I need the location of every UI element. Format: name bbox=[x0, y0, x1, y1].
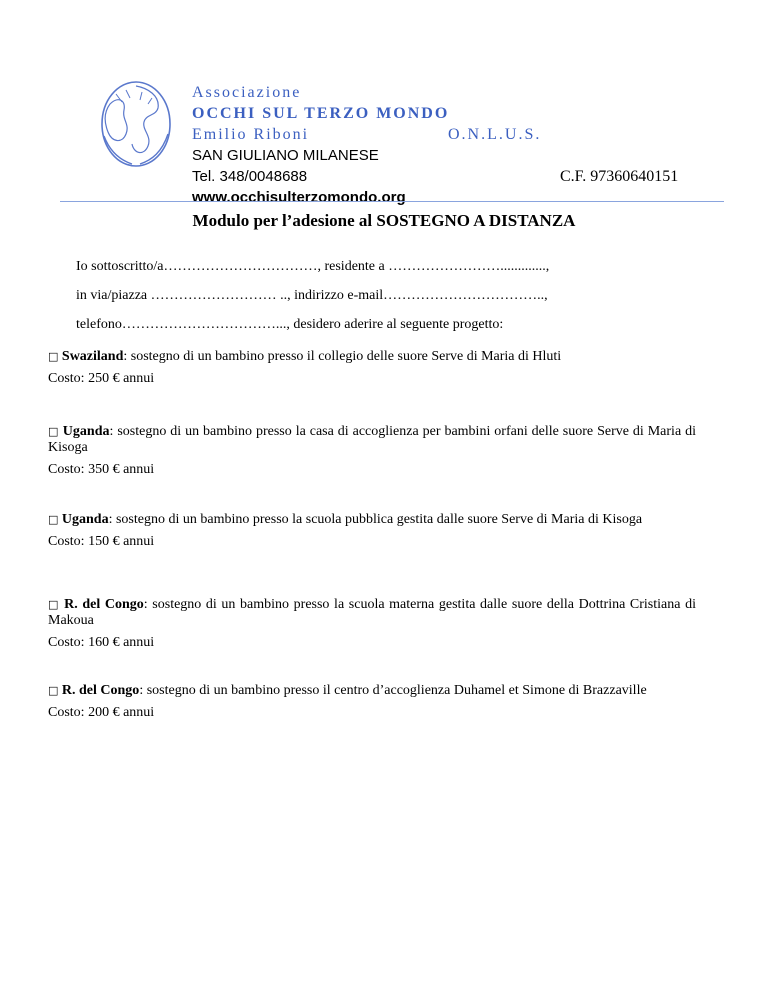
project-country: R. del Congo bbox=[64, 597, 144, 612]
project-description bbox=[48, 512, 696, 528]
letterhead bbox=[192, 82, 712, 208]
form-title: Modulo per l’adesione al SOSTEGNO A DISTANZA bbox=[192, 211, 576, 230]
globe-hands-icon bbox=[96, 74, 176, 174]
phone: Tel. 348/0048688 bbox=[192, 168, 308, 185]
website-link[interactable]: www.occhisulterzomondo.org bbox=[192, 189, 406, 206]
tax-code: C.F. 97360640151 bbox=[560, 168, 679, 185]
project-description bbox=[48, 597, 696, 629]
project-text: : sostegno di un bambino presso la casa di accoglienza per bambini orfani delle suore Serve di Maria di Kisoga bbox=[48, 424, 696, 455]
project-text: : sostegno di un bambino presso il collegio delle suore Serve di Maria di Hluti bbox=[123, 349, 562, 364]
project-country: Uganda bbox=[61, 512, 109, 527]
project-description bbox=[48, 424, 696, 456]
field-line-address-email[interactable]: in via/piazza ……………………… .., indirizzo e-mail…………………………….., bbox=[76, 288, 548, 303]
checkbox[interactable]: □ bbox=[48, 598, 60, 611]
project-option bbox=[48, 683, 696, 721]
city: SAN GIULIANO MILANESE bbox=[192, 147, 379, 164]
checkbox[interactable]: □ bbox=[48, 684, 59, 697]
project-option bbox=[48, 512, 696, 550]
association-logo bbox=[96, 74, 176, 174]
founder-name: Emilio Riboni bbox=[192, 126, 310, 143]
project-description bbox=[48, 349, 696, 365]
phone-line bbox=[192, 166, 712, 187]
project-description bbox=[48, 683, 696, 699]
project-cost: Costo: 150 € annui bbox=[48, 534, 155, 549]
project-country: R. del Congo bbox=[61, 683, 140, 698]
project-option bbox=[48, 349, 696, 387]
project-cost: Costo: 350 € annui bbox=[48, 462, 155, 477]
project-cost: Costo: 250 € annui bbox=[48, 371, 155, 386]
checkbox[interactable]: □ bbox=[48, 425, 59, 438]
project-option bbox=[48, 597, 696, 651]
legal-form: O.N.L.U.S. bbox=[448, 126, 542, 143]
project-country: Uganda bbox=[62, 424, 110, 439]
project-option bbox=[48, 424, 696, 478]
association-name: OCCHI SUL TERZO MONDO bbox=[192, 105, 450, 122]
project-country: Swaziland bbox=[61, 349, 124, 364]
project-text: : sostegno di un bambino presso la scuola pubblica gestita dalle suore Serve di Maria di Kisoga bbox=[108, 512, 643, 527]
project-cost: Costo: 200 € annui bbox=[48, 705, 155, 720]
founder-line bbox=[192, 124, 712, 145]
field-line-name-residence[interactable]: Io sottoscritto/a……………………………, residente a ……………………............., bbox=[76, 259, 550, 274]
checkbox[interactable]: □ bbox=[48, 513, 59, 526]
association-label: Associazione bbox=[192, 84, 302, 101]
project-cost: Costo: 160 € annui bbox=[48, 635, 155, 650]
project-text: : sostegno di un bambino presso la scuola materna gestita dalle suore della Dottrina Cristiana di Makoua bbox=[48, 597, 696, 628]
checkbox[interactable]: □ bbox=[48, 350, 59, 363]
header-divider bbox=[60, 201, 724, 202]
field-line-phone[interactable]: telefono……………………………..., desidero aderire al seguente progetto: bbox=[76, 317, 504, 332]
project-text: : sostegno di un bambino presso il centro d’accoglienza Duhamel et Simone di Brazzaville bbox=[139, 683, 647, 698]
personal-data-fields bbox=[76, 257, 549, 344]
